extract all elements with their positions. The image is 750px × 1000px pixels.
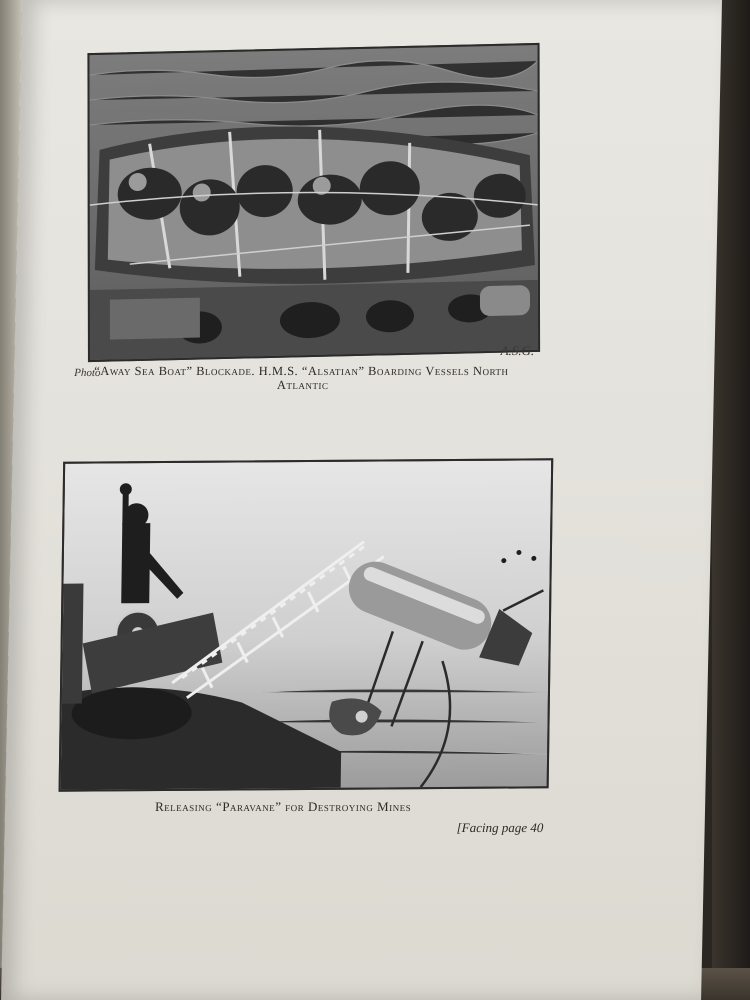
boat-photo-illustration [89, 45, 538, 360]
plate-caption-top [94, 364, 555, 392]
photo-credit-initials: A.S.G. [500, 343, 535, 358]
plate-caption-bottom: Releasing “Paravane” for Destroying Mines [154, 799, 412, 814]
plate-caption-top-line1: “Away Sea Boat” Blockade. H.M.S. “Alsatian” Boarding Vessels North [94, 364, 509, 378]
book-page [1, 0, 722, 1000]
photo-credit-label: Photo [74, 367, 101, 379]
paravane-photo-illustration [61, 460, 552, 789]
facing-page-reference: [Facing page 40 [456, 820, 544, 835]
plate-caption-top-line2: Atlantic [276, 378, 329, 392]
photo-plate-paravane [59, 458, 554, 791]
photo-plate-boat [87, 43, 540, 362]
